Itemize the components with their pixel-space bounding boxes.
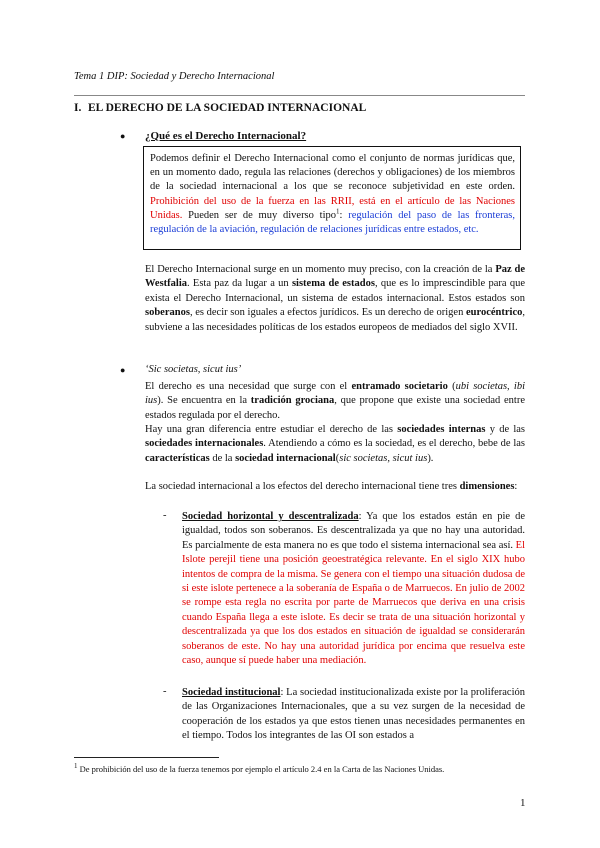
text: : La sociedad institucionalizada existe por la proliferación de las Organizaciones Internacionales, que a su vez surgen de la necesidad de cooperación de los estados ya que estos tienen unas necesidades permanentes en el tiempo. Todos los integrantes de las OI son estados a <box>182 687 525 742</box>
text: ). <box>427 452 434 464</box>
question-heading-2 <box>145 364 241 375</box>
text: , subviene a las necesidades políticas de los estados europeos de mediados del siglo XVII. <box>145 307 525 333</box>
text: , que es lo imprescindible para que exista el Derecho Internacional, un sistema de estados internacional. Estos estados son <box>145 278 526 304</box>
bold-text: sociedades internacionales <box>145 438 264 450</box>
red-example: El Islote perejil tiene una posición geoestratégica relevante. En el siglo XIX hubo intentos de compra de la misma. Se genera con el tiempo una situación dudosa de si este islote pertenece a la soberanía de España o de Marruecos. En julio de 2002 se rompe esta regla no escrita por parte de Marruecos que deriva en una crisis cuando España llega a este islote. Es decir se trata de una situación horizontal y descentralizada ya que los dos estados en situación de igualdad se considerarán soberanos de este. No hay una autoridad jurídica por encima que resuelva este caso, aunque sí puede haber una mediación. <box>182 539 525 667</box>
text: ( <box>447 381 456 392</box>
bold-text: características <box>145 452 210 464</box>
bold-text: eurocéntrico <box>466 307 523 319</box>
header-divider <box>74 95 525 96</box>
section-number: I. <box>74 102 82 114</box>
section-heading <box>74 102 366 114</box>
text: . Esta paz da lugar a un <box>187 278 292 290</box>
question-heading: ¿Qué es el Derecho Internacional? <box>145 130 307 142</box>
latin-phrase: ‘Sic societas, sicut ius’ <box>145 364 242 375</box>
text: Hay una gran diferencia entre estudiar el derecho de las <box>145 424 398 435</box>
definition-text: Podemos definir el Derecho Internacional como el conjunto de normas jurídicas que, en un momento dado, regula las relaciones (derechos y obligaciones) de los miembros de la sociedad internacional a los que se reconoce subjetividad en este orden. <box>150 153 515 193</box>
paragraph-sociedades <box>145 423 525 466</box>
footnote-divider <box>74 757 219 758</box>
text: El derecho es una necesidad que surge con el <box>145 381 352 392</box>
dash-bullet: - <box>163 686 167 697</box>
footnote-text: De prohibición del uso de la fuerza tenemos por ejemplo el artículo 2.4 en la Carta de las Naciones Unidas. <box>77 764 445 774</box>
paragraph-entramado <box>145 380 525 423</box>
text: de la <box>209 452 236 464</box>
bold-text: sociedades internas <box>397 424 486 435</box>
dimension-item-horizontal <box>182 510 525 668</box>
text: : <box>514 481 518 492</box>
text: , es decir son iguales a efectos jurídicos. Es un derecho de origen <box>189 307 466 319</box>
item-heading: Sociedad institucional <box>182 687 281 698</box>
definition-text-2: Pueden ser de muy diverso tipo <box>182 209 337 221</box>
footnote-mark: 1 <box>74 762 78 771</box>
italic-text: ubi societas, ibi ius <box>145 381 525 407</box>
footnote-ref[interactable]: 1 <box>336 207 340 216</box>
bullet-icon: ● <box>120 365 126 375</box>
item-heading: Sociedad horizontal y descentralizada <box>182 511 359 522</box>
bold-text: sociedad internacional <box>235 452 336 464</box>
footnote <box>74 764 534 774</box>
page-header: Tema 1 DIP: Sociedad y Derecho Internacional <box>74 71 275 82</box>
definition-box <box>143 146 521 250</box>
bold-text: tradición grociana <box>250 395 335 407</box>
bullet-icon: ● <box>120 131 126 141</box>
dimension-item-institucional <box>182 686 525 744</box>
bold-text: sistema de estados <box>291 278 375 290</box>
text: . Atendiendo a cómo es la sociedad, es el derecho, bebe de las <box>263 438 525 450</box>
italic-text: sic societas, sicut ius <box>339 452 428 464</box>
paragraph-dimensiones <box>145 480 525 494</box>
bold-text: soberanos <box>145 307 190 319</box>
text: : Ya que los estados están en pie de igualdad, todos son soberanos. Es descentralizada ya que no hay una autoridad. Es parcialmente de esta manera no es que todo el sistema internacional sea así. <box>182 511 525 551</box>
text: , que propone que existe una sociedad entre estados regulada por el derecho. <box>145 395 525 421</box>
definition-red-note: Prohibición del uso de la fuerza en las RRII, está en el artículo de las Naciones Unidas. <box>150 195 515 221</box>
text: ( <box>335 452 340 464</box>
bold-text: Paz de Westfalia <box>145 264 525 290</box>
text: y de las <box>485 424 525 435</box>
text: El Derecho Internacional surge en un momento muy preciso, con la creación de la <box>145 264 496 275</box>
definition-blue-note: regulación del paso de las fronteras, regulación de la aviación, regulación de relaciones jurídicas entre estados, etc. <box>150 209 515 236</box>
text: ). Se encuentra en la <box>157 395 251 407</box>
paragraph-westfalia <box>145 263 525 335</box>
text: La sociedad internacional a los efectos del derecho internacional tiene tres <box>145 481 460 492</box>
dash-bullet: - <box>163 510 167 521</box>
bold-text: dimensiones <box>459 481 515 492</box>
page-number: 1 <box>520 797 526 809</box>
definition-colon: : <box>339 209 349 221</box>
section-title: EL DERECHO DE LA SOCIEDAD INTERNACIONAL <box>88 102 367 114</box>
bold-text: entramado societario <box>351 381 448 392</box>
